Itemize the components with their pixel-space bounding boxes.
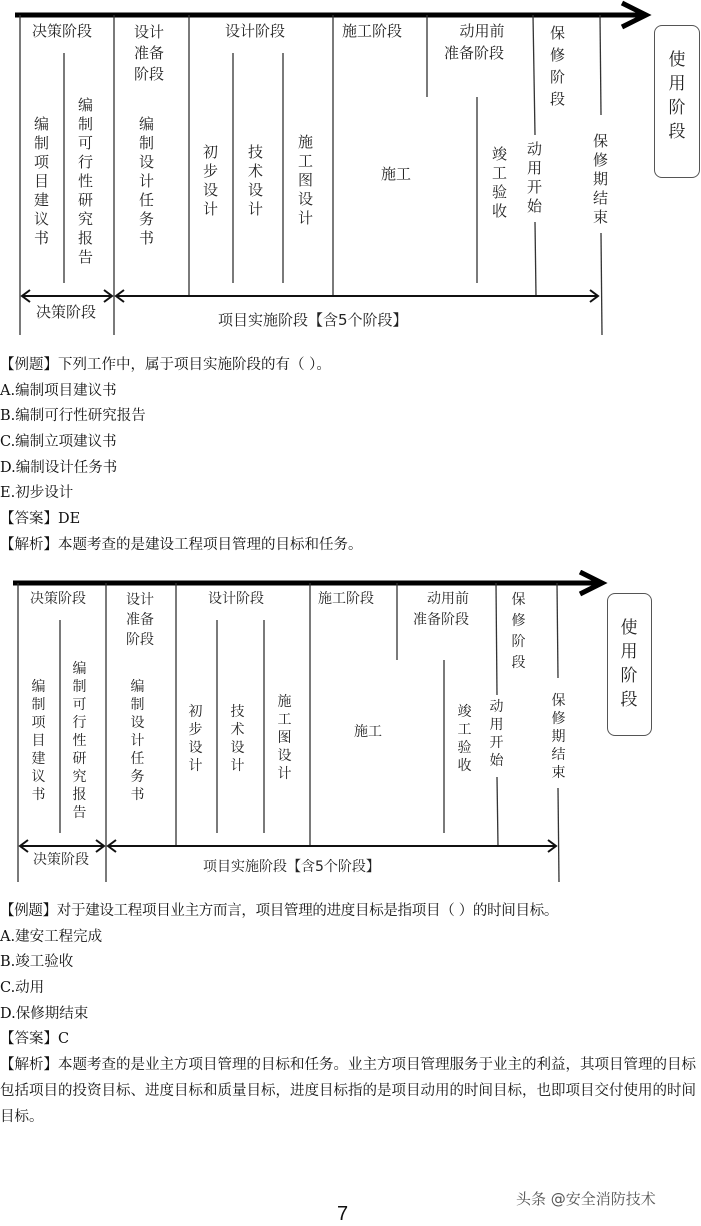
question-1-option-e: E.初步设计 bbox=[0, 485, 74, 502]
question-2-option-a: A.建安工程完成 bbox=[0, 928, 103, 945]
header-warranty-stage: 保修阶段 bbox=[549, 24, 565, 108]
bottom-decision-label: 决策阶段 bbox=[33, 852, 89, 868]
question-2 bbox=[0, 899, 701, 1130]
question-1 bbox=[0, 353, 701, 559]
question-1-answer: 【答案】DE bbox=[0, 511, 81, 528]
header-design-stage: 设计阶段 bbox=[225, 22, 286, 40]
task-completion-acceptance: 竣工验收 bbox=[457, 704, 472, 774]
question-1-option-a: A.编制项目建议书 bbox=[0, 382, 117, 399]
use-stage-label: 使用阶段 bbox=[620, 618, 638, 710]
header-pre-use-prep-line2: 准备阶段 bbox=[413, 612, 469, 628]
task-project-proposal: 编制项目建议书 bbox=[33, 115, 49, 247]
bottom-implementation-label: 项目实施阶段【含5个阶段】 bbox=[218, 311, 408, 329]
header-construction-stage: 施工阶段 bbox=[342, 22, 403, 40]
header-pre-use-prep-line1: 动用前 bbox=[427, 591, 469, 607]
task-preliminary-design: 初步设计 bbox=[202, 143, 218, 218]
task-technical-design: 技术设计 bbox=[247, 143, 263, 218]
question-1-analysis: 【解析】本题考查的是建设工程项目管理的目标和任务。 bbox=[0, 536, 363, 553]
page-number: 7 bbox=[337, 1203, 349, 1225]
header-decision-stage: 决策阶段 bbox=[32, 22, 93, 40]
task-commissioning-start: 动用开始 bbox=[526, 140, 542, 215]
use-stage-box bbox=[654, 25, 700, 178]
question-2-stem: 【例题】对于建设工程项目业主方而言，项目管理的进度目标是指项目（ ）的时间目标。 bbox=[0, 903, 559, 919]
question-2-option-d: D.保修期结束 bbox=[0, 1005, 89, 1022]
task-warranty-end: 保修期结束 bbox=[592, 132, 608, 226]
header-design-prep-stage: 设计准备阶段 bbox=[133, 23, 164, 83]
header-design-prep-stage: 设计准备阶段 bbox=[126, 592, 154, 648]
project-lifecycle-diagram-1 bbox=[0, 0, 701, 340]
task-feasibility-report: 编制可行性研究报告 bbox=[72, 661, 87, 821]
bottom-decision-label: 决策阶段 bbox=[36, 303, 97, 321]
question-2-option-c: C.动用 bbox=[0, 980, 45, 997]
task-preliminary-design: 初步设计 bbox=[188, 704, 203, 774]
task-warranty-end: 保修期结束 bbox=[551, 693, 566, 781]
header-design-stage: 设计阶段 bbox=[208, 591, 264, 607]
header-construction-stage: 施工阶段 bbox=[318, 591, 374, 607]
question-1-option-c: C.编制立项建议书 bbox=[0, 434, 117, 451]
task-construction-drawing: 施工图设计 bbox=[277, 694, 292, 782]
task-design-brief: 编制设计任务书 bbox=[130, 679, 145, 803]
project-lifecycle-diagram-2 bbox=[0, 570, 701, 890]
use-stage-label: 使用阶段 bbox=[668, 50, 686, 142]
task-commissioning-start: 动用开始 bbox=[489, 699, 504, 769]
header-decision-stage: 决策阶段 bbox=[30, 591, 86, 607]
header-warranty-stage: 保修阶段 bbox=[511, 592, 526, 671]
task-project-proposal: 编制项目建议书 bbox=[31, 679, 46, 803]
watermark: 头条 @安全消防技术 bbox=[516, 1190, 656, 1208]
task-feasibility-report: 编制可行性研究报告 bbox=[77, 96, 93, 266]
task-technical-design: 技术设计 bbox=[230, 704, 245, 774]
question-1-option-d: D.编制设计任务书 bbox=[0, 459, 118, 476]
task-construction-drawing: 施工图设计 bbox=[297, 133, 313, 227]
question-1-option-b: B.编制可行性研究报告 bbox=[0, 408, 146, 425]
header-pre-use-prep-line2: 准备阶段 bbox=[444, 44, 505, 62]
question-2-analysis: 【解析】本题考查的是业主方项目管理的目标和任务。业主方项目管理服务于业主的利益，其项目管理的目标包括项目的投资目标、进度目标和质量目标，进度目标指的是项目动用的时间目标，也即项目交付使用的时间目标。 bbox=[0, 1057, 696, 1125]
header-pre-use-prep-line1: 动用前 bbox=[459, 22, 505, 40]
task-completion-acceptance: 竣工验收 bbox=[491, 145, 507, 220]
task-construction: 施工 bbox=[381, 165, 412, 183]
bottom-implementation-label: 项目实施阶段【含5个阶段】 bbox=[203, 859, 380, 875]
question-2-answer: 【答案】C bbox=[0, 1031, 70, 1048]
question-1-stem: 【例题】下列工作中，属于项目实施阶段的有（ ）。 bbox=[0, 357, 331, 373]
question-2-option-b: B.竣工验收 bbox=[0, 954, 74, 971]
diagram-lines bbox=[0, 570, 701, 890]
use-stage-box bbox=[607, 593, 652, 736]
task-design-brief: 编制设计任务书 bbox=[138, 115, 154, 247]
task-construction: 施工 bbox=[354, 724, 382, 740]
